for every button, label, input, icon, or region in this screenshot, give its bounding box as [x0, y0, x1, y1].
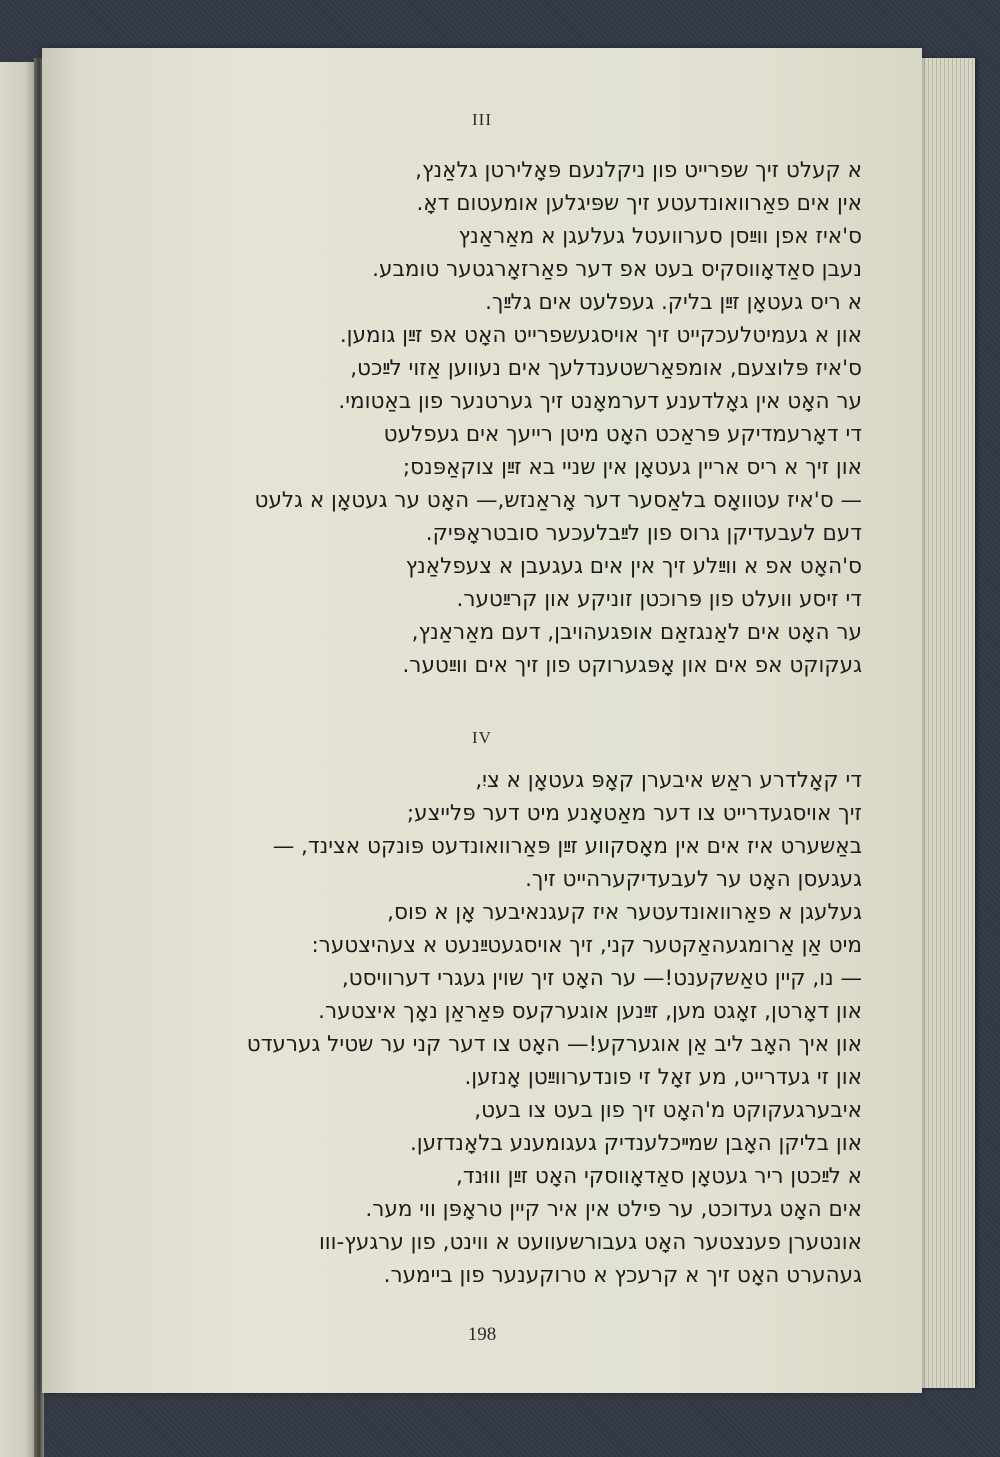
poem-line: ס'האָט אפ א ווײַלע זיך אין אים געגעבן א צעפלאַנץ — [405, 554, 862, 579]
poem-line: — ס'איז עטוואָס בלאַסער דער אָראַנזש,— האָט ער געטאָן א גלעט — [254, 488, 862, 513]
poem-line: א ריס געטאָן זײַן בליק. געפלעט אים גלײַך. — [485, 290, 862, 315]
poem-line: געקוקט אפ אים און אָפּגערוקט פון זיך אים ווײַטער. — [402, 653, 862, 678]
poem-line: און זי געדרייט, מע זאָל זי פונדערווײַטן אָנזען. — [464, 1065, 862, 1090]
poem-line: א לײַכטן ריר געטאָן סאַדאָווסקי האָט זײַן וווּנד, — [456, 1164, 862, 1189]
poem-line: נעבן סאַדאָווסקיס בעט אפ דער פאַרזאָרגטער טומבע. — [372, 257, 862, 282]
section-number-iii: III — [472, 110, 492, 129]
poem-line: באַשערט איז אים אין מאָסקווע זײַן פּאַרוואונדעט פּונקט אצינד, — — [272, 834, 862, 859]
poem-line: געלעגן א פאַרוואונדעטער איז קעגנאיבער אָן א פוס, — [387, 900, 862, 925]
poem-line: און בליקן האָבן שמײכלענדיק געגומענע בלאָנדזען. — [409, 1131, 862, 1156]
poem-line: איבערגעקוקט מ'האָט זיך פון בעט צו בעט, — [474, 1098, 862, 1123]
poem-line: געהערט האָט זיך א קרעכץ א טרוקענער פון ביימער. — [383, 1263, 862, 1288]
poem-line: די זיסע וועלט פון פּרוכטן זוניקע און קרײַטער. — [456, 587, 862, 612]
poem-line: זיך אויסגעדרייט צו דער מאַטאָנע מיט דער פּלייצע; — [406, 801, 862, 826]
poem-line: ער האָט אים לאַנגזאַם אופגעהויבן, דעם מאַראַנץ, — [411, 620, 862, 645]
poem-line: און זיך א ריס אריין געטאָן אין שניי בא זײַן צוקאַפּנס; — [402, 455, 862, 480]
poem-line: און א געמיטלעכקייט זיך אויסגעשפרייט האָט אפ זײַן גומען. — [339, 323, 862, 348]
poem-line: ער האָט אין גאָלדענע דערמאָנט זיך גערטנער פון באַטומי. — [338, 389, 862, 414]
poem-line: אונטערן פענצטער האָט געבורשעוועט א ווינט, פון ערגעץ-ווו — [318, 1230, 862, 1255]
poem-line: און דאָרטן, זאָגט מען, זײַנען אוגערקעס פּאַראַן נאָך איצטער. — [318, 999, 862, 1024]
poem-line: אים האָט געדוכט, ער פילט אין איר קיין טראָפּן ווי מער. — [365, 1197, 862, 1222]
poem-line: ס'איז אפן ווײַסן סערוועטל געלעגן א מאַראַנץ — [458, 224, 862, 249]
poem-line: געגעסן האָט ער לעבעדיקערהייט זיך. — [525, 867, 862, 892]
poem-line: און איך האָב ליב אַן אוגערקע!— האָט צו דער קני ער שטיל גערעדט — [246, 1032, 862, 1057]
section-number-iv: IV — [472, 728, 492, 747]
poem-line: די קאָלדרע ראַש איבערן קאָפּ געטאָן א ציִ, — [475, 768, 862, 793]
poem-line: דעם לעבעדיקן גרוס פון לײַבלעכער סובטראָפּיק. — [425, 521, 862, 546]
poem-line: אין אים פאַרוואונדעטע זיך שפּיגלען אומעטום דאָ. — [416, 191, 862, 216]
book-page — [42, 48, 922, 1393]
poem-line: ס'איז פּלוצעם, אומפאַרשטענדלעך אים נעווען אַזוי לײַכט, — [350, 356, 862, 381]
poem-line: מיט אַן אַרומגעהאַקטער קני, זיך אויסגעטײַנעט א צעהיצטער: — [311, 933, 862, 958]
poem-line: א קעלט זיך שפרייט פון ניקלנעם פּאָלירטן גלאַנץ, — [415, 158, 862, 183]
poem-line: די דאָרעמדיקע פּראַכט האָט מיטן רייעך אים געפלעט — [383, 422, 862, 447]
previous-page-edge — [0, 62, 36, 1457]
page-number: 198 — [467, 1324, 497, 1345]
poem-line: — נו, קיין טאַשקענט!— ער האָט זיך שוין געגרי דערוויסט, — [341, 966, 862, 991]
